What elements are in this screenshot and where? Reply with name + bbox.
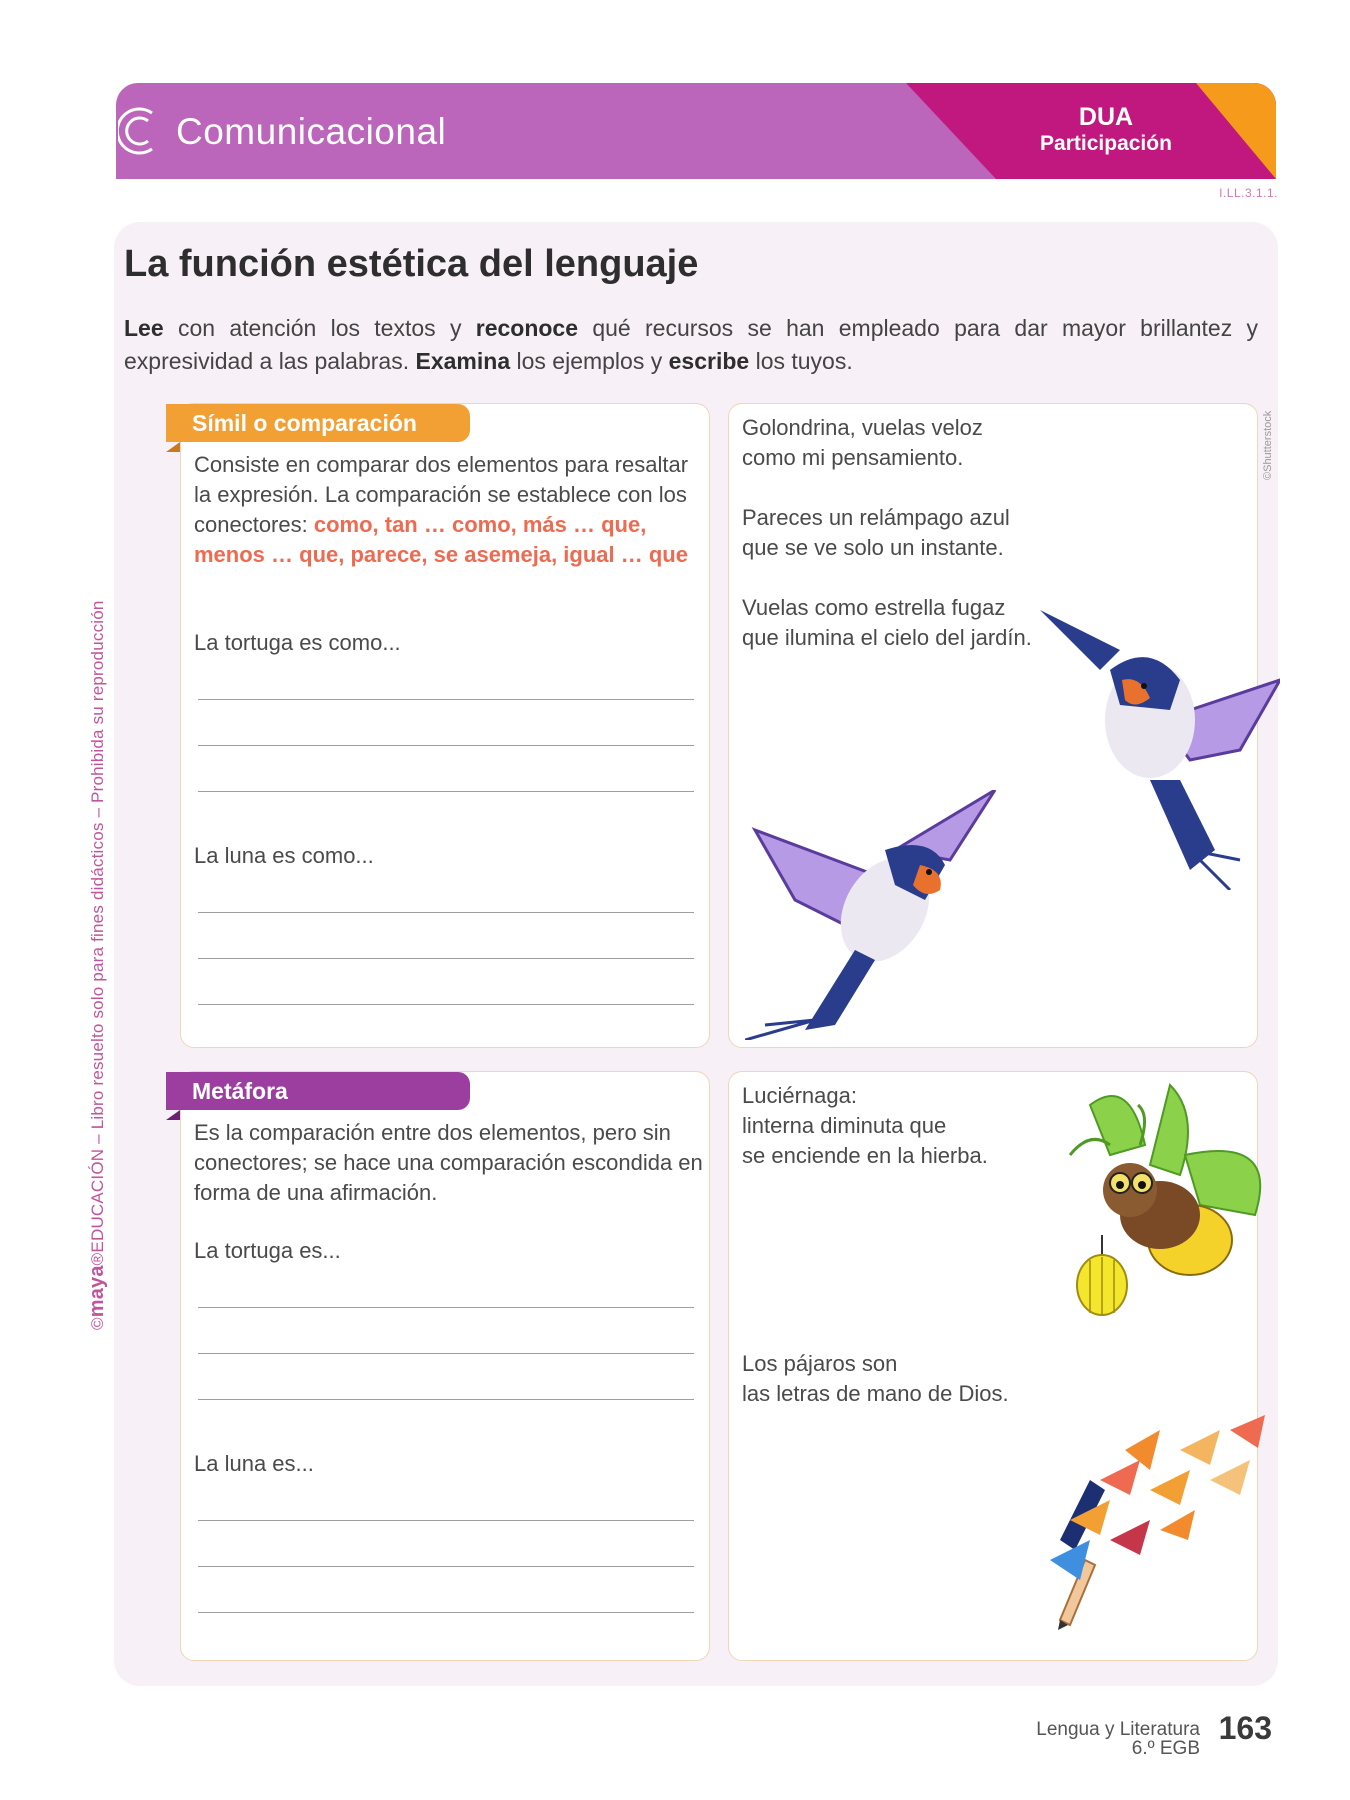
birds-pencil-illustration <box>1030 1410 1270 1630</box>
footer-subject <box>1036 1720 1200 1758</box>
metafora-tab: Metáfora <box>166 1072 470 1110</box>
poem-line: se enciende en la hierba. <box>742 1143 988 1168</box>
answer-line[interactable] <box>198 1566 694 1567</box>
poem-line <box>742 473 1032 503</box>
intro-text: los ejemplos y <box>510 348 669 374</box>
poem-line <box>742 563 1032 593</box>
answer-line[interactable] <box>198 745 694 746</box>
metafora-poem-birds <box>742 1349 1009 1409</box>
swallow-illustration <box>1040 610 1280 890</box>
poem-line: como mi pensamiento. <box>742 445 964 470</box>
answer-line[interactable] <box>198 1353 694 1354</box>
poem-line: Pareces un relámpago azul <box>742 505 1010 530</box>
intro-bold-examina: Examina <box>415 348 511 374</box>
answer-line[interactable] <box>198 791 694 792</box>
page-number: 163 <box>1218 1710 1272 1746</box>
answer-line[interactable] <box>198 1612 694 1613</box>
metafora-definition: Es la comparación entre dos elementos, pero sin conectores; se hace una comparación escondida en forma de una afirmación. <box>194 1120 703 1205</box>
metafora-prompt-luna: La luna es... <box>194 1451 314 1476</box>
comunicacional-logo-icon <box>118 101 160 161</box>
poem-line: Los pájaros son <box>742 1351 898 1376</box>
poem-line: Golondrina, vuelas veloz <box>742 415 983 440</box>
poem-line: que se ve solo un instante. <box>742 535 1004 560</box>
answer-line[interactable] <box>198 1307 694 1308</box>
intro-text: los tuyos. <box>749 348 853 374</box>
metafora-poem-firefly <box>742 1081 988 1171</box>
intro-bold-lee: Lee <box>124 315 164 341</box>
tab-fold <box>166 1110 180 1120</box>
section-title: Comunicacional <box>176 111 447 152</box>
copyright-symbol: © <box>88 1317 107 1330</box>
simil-definition <box>194 450 704 570</box>
tab-fold <box>166 442 180 452</box>
poem-line: linterna diminuta que <box>742 1113 947 1138</box>
page-title: La función estética del lenguaje <box>124 243 699 285</box>
answer-line[interactable] <box>198 912 694 913</box>
answer-line[interactable] <box>198 958 694 959</box>
intro-text: qué recursos se han empleado para dar mayor brillantez y expresividad a las palabras. <box>124 315 1258 374</box>
copyright-text: EDUCACIÓN – Libro resuelto solo para fines didácticos – Prohibida su reproducción <box>88 600 107 1253</box>
intro-bold-reconoce: reconoce <box>475 315 579 341</box>
firefly-illustration <box>1050 1075 1280 1335</box>
brand-logo: maya <box>86 1265 108 1318</box>
dua-badge <box>1006 103 1206 157</box>
poem-line: que ilumina el cielo del jardín. <box>742 625 1032 650</box>
simil-tab: Símil o comparación <box>166 404 470 442</box>
subject-label: Lengua y Literatura <box>1036 1719 1200 1740</box>
intro-text: con atención los textos y <box>163 315 476 341</box>
registered-symbol: ® <box>88 1252 107 1266</box>
swallow-illustration <box>745 790 1005 1040</box>
dua-label: DUA <box>1078 103 1134 131</box>
simil-definition-text: Consiste en comparar dos elementos para resaltar la expresión. La comparación se establece con los conectores: <box>194 452 689 537</box>
instructions <box>124 312 1258 378</box>
simil-prompt-tortuga: La tortuga es como... <box>194 630 401 655</box>
intro-bold-escribe: escribe <box>668 348 750 374</box>
dua-sub-label: Participación <box>1040 132 1172 155</box>
simil-connectors: como, tan … como, más … que, menos … que, parece, se asemeja, igual … que <box>194 512 688 567</box>
answer-line[interactable] <box>198 1399 694 1400</box>
curriculum-code: I.LL.3.1.1. <box>1219 186 1278 200</box>
grade-label: 6.º EGB <box>1131 1738 1200 1759</box>
answer-line[interactable] <box>198 1004 694 1005</box>
section-banner <box>116 83 1276 179</box>
poem-line: Vuelas como estrella fugaz <box>742 595 1006 620</box>
answer-line[interactable] <box>198 1520 694 1521</box>
simil-poem <box>742 413 1032 653</box>
simil-prompt-luna: La luna es como... <box>194 843 374 868</box>
metafora-prompt-tortuga: La tortuga es... <box>194 1238 341 1263</box>
poem-line: Luciérnaga: <box>742 1083 857 1108</box>
vertical-copyright <box>86 600 109 1330</box>
image-credit: ©Shutterstock <box>1262 410 1274 480</box>
poem-line: las letras de mano de Dios. <box>742 1381 1009 1406</box>
answer-line[interactable] <box>198 699 694 700</box>
